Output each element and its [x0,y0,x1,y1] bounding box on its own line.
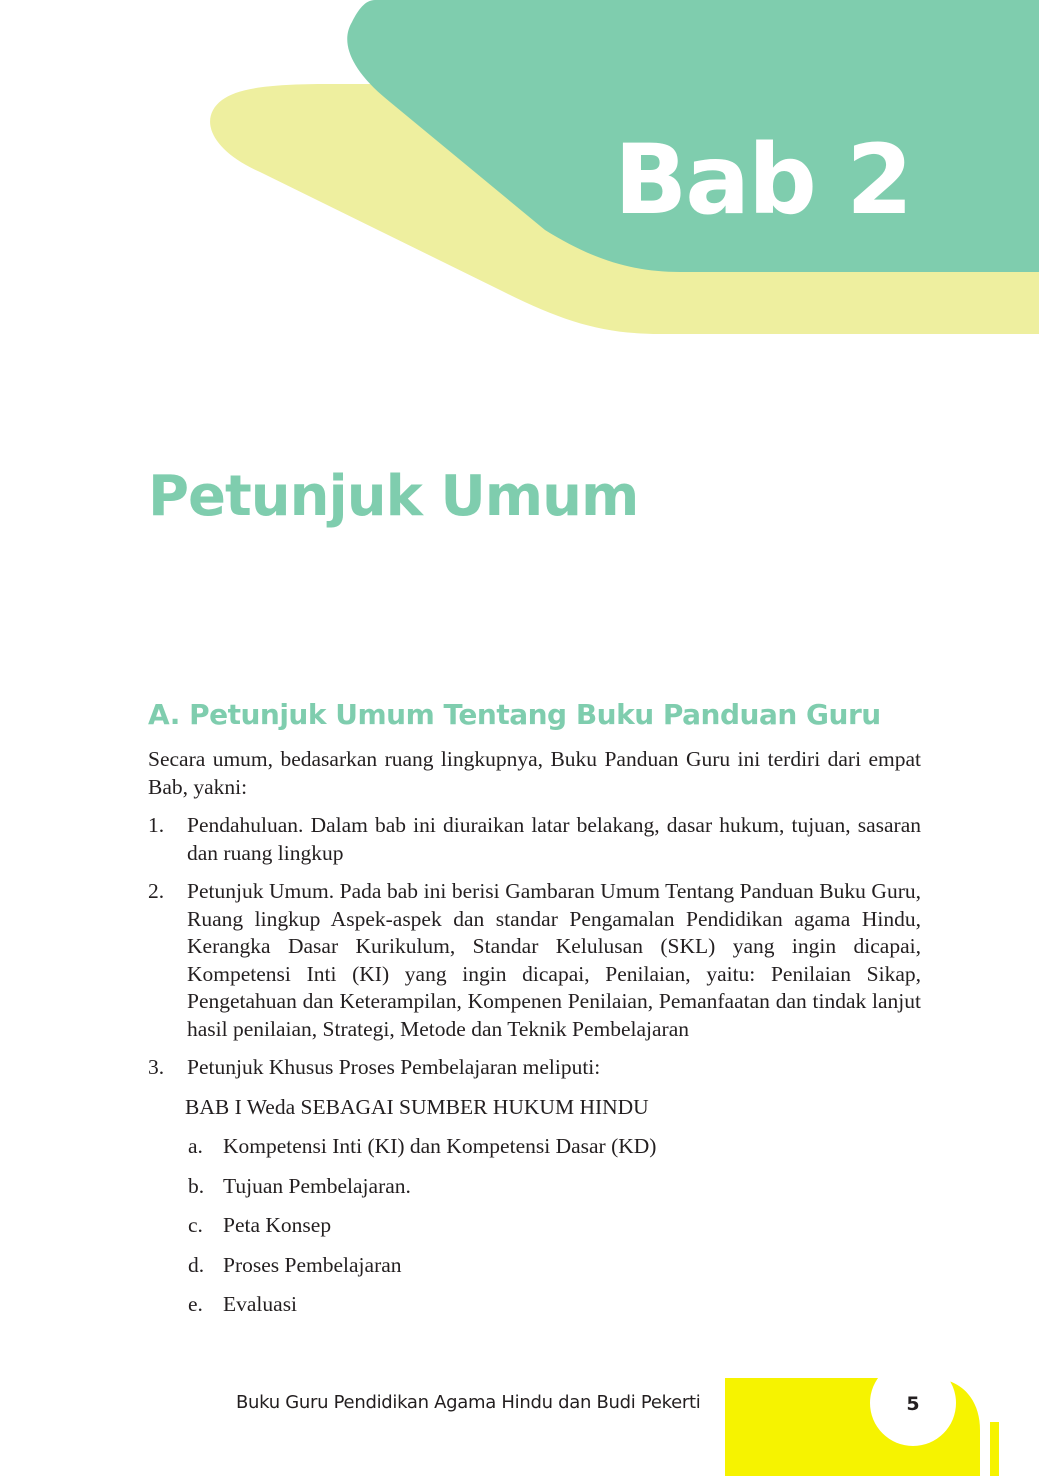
section-body [148,746,921,1331]
chapter-list [148,812,921,1082]
intro-paragraph: Secara umum, bedasarkan ruang lingkupnya, Buku Panduan Guru ini terdiri dari empat Bab, yakni: [148,747,921,799]
sub-list-letter: a. [188,1134,203,1158]
list-item [148,878,921,1043]
page-number: 5 [906,1393,920,1415]
list-number: 3. [148,1055,165,1079]
section-heading: A. Petunjuk Umum Tentang Buku Panduan Guru [148,698,881,731]
footer-book-title: Buku Guru Pendidikan Agama Hindu dan Budi Pekerti [236,1392,701,1413]
sub-list-text: Peta Konsep [223,1213,332,1237]
sub-list-letter: b. [188,1173,205,1198]
sub-list-item [148,1212,921,1240]
chapter-label: Bab 2 [614,124,911,236]
sub-list-letter: d. [188,1252,205,1277]
list-number: 2. [148,879,165,903]
list-text: Petunjuk Umum. Pada bab ini berisi Gambaran Umum Tentang Panduan Buku Guru, Ruang lingkup Aspek-aspek dan standar Pengamalan Pendidikan agama Hindu, Kerangka Dasar Kurikulum, Standar Kelulusan (SKL) yang ingin dicapai, Kompetensi Inti (KI) yang ingin dicapai, Penilaian, yaitu: Penilaian Sikap, Pengetahuan dan Keterampilan, Kompenen Penilaian, Pemanfaatan dan tindak lanjut hasil penilaian, Strategi, Metode dan Teknik Pembelajaran [187,879,921,1041]
sub-list [148,1133,921,1319]
footer-yellow-bar [990,1422,999,1476]
sub-list-letter: c. [188,1213,203,1237]
list-item [148,1054,921,1082]
page-title: Petunjuk Umum [148,464,639,529]
list-item [148,812,921,867]
list-text: Pendahuluan. Dalam bab ini diuraikan latar belakang, dasar hukum, tujuan, sasaran dan ruang lingkup [187,813,921,865]
list-text: Petunjuk Khusus Proses Pembelajaran meliputi: [187,1055,601,1079]
bab-subtitle: BAB I Weda SEBAGAI SUMBER HUKUM HINDU [185,1094,649,1119]
sub-list-text: Tujuan Pembelajaran. [223,1173,411,1198]
sub-list-letter: e. [188,1292,203,1316]
sub-list-item [148,1252,921,1280]
list-number: 1. [148,813,165,837]
sub-list-item [148,1291,921,1319]
sub-list-text: Kompetensi Inti (KI) dan Kompetensi Dasar (KD) [223,1134,657,1158]
sub-list-item [148,1133,921,1161]
sub-list-text: Evaluasi [223,1292,298,1316]
sub-list-item [148,1173,921,1201]
sub-list-text: Proses Pembelajaran [223,1252,402,1277]
